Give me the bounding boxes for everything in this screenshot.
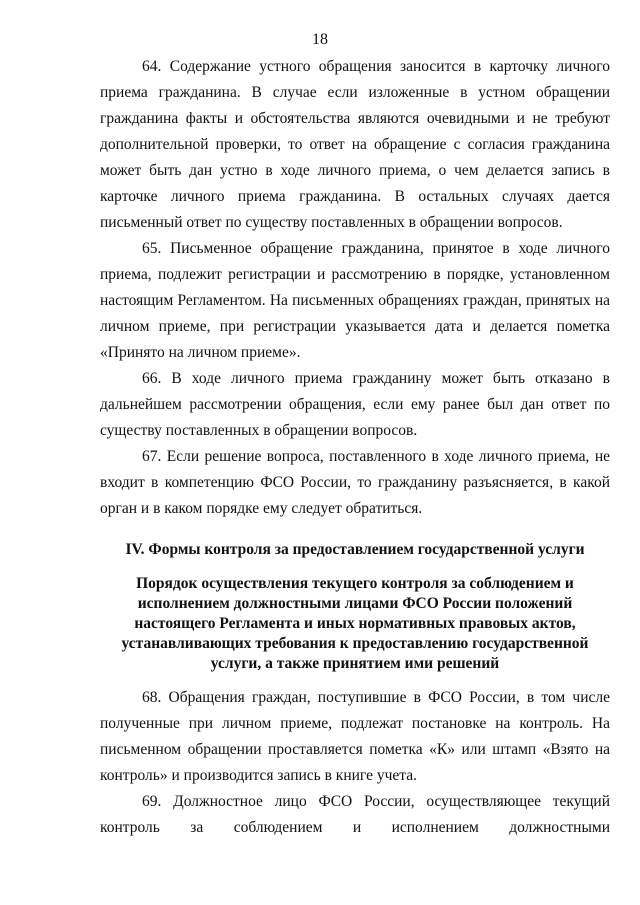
section-title: IV. Формы контроля за предоставлением государственной услуги — [125, 541, 585, 558]
paragraph-64: 64. Содержание устного обращения заносится в карточку личного приема гражданина. В случае если изложенные в устном обращении гражданина факты и обстоятельства являются очевидными и не требуют дополнительной проверки, то ответ на обращение с согласия гражданина может быть дан устно в ходе личного приема, о чем делается запись в карточке личного приема гражданина. В остальных случаях дается письменный ответ по существу поставленных в обращении вопросов. — [100, 58, 610, 231]
paragraph-68: 68. Обращения граждан, поступившие в ФСО России, в том числе полученные при личном приеме, подлежат постановке на контроль. На письменном обращении проставляется пометка «К» или штамп «Взято на контроль» и производится запись в книге учета. — [100, 689, 610, 784]
paragraph-66: 66. В ходе личного приема гражданину может быть отказано в дальнейшем рассмотрении обращения, если ему ранее был дан ответ по существу поставленных в обращении вопросов. — [100, 370, 610, 439]
paragraphs-bottom — [100, 685, 610, 841]
page-number: 18 — [312, 31, 328, 48]
paragraph-69: 69. Должностное лицо ФСО России, осуществляющее текущий контроль за соблюдением и исполнением должностными — [100, 793, 610, 836]
paragraphs-top — [100, 54, 610, 522]
paragraph-65: 65. Письменное обращение гражданина, принятое в ходе личного приема, подлежит регистрации и рассмотрению в порядке, установленном настоящим Регламентом. На письменных обращениях граждан, принятых на личном приеме, при регистрации указывается дата и делается пометка «Принято на личном приеме». — [100, 240, 610, 361]
section-subtitle: Порядок осуществления текущего контроля за соблюдением и исполнением должностными лицами ФСО России положений настоящего Регламента и иных нормативных правовых актов, устанавливающих требования к предоставлению государственной услуги, а также принятием ими решений — [121, 575, 589, 672]
paragraph-67: 67. Если решение вопроса, поставленного в ходе личного приема, не входит в компетенцию ФСО России, то гражданину разъясняется, в какой орган и в каком порядке ему следует обратиться. — [100, 448, 610, 517]
